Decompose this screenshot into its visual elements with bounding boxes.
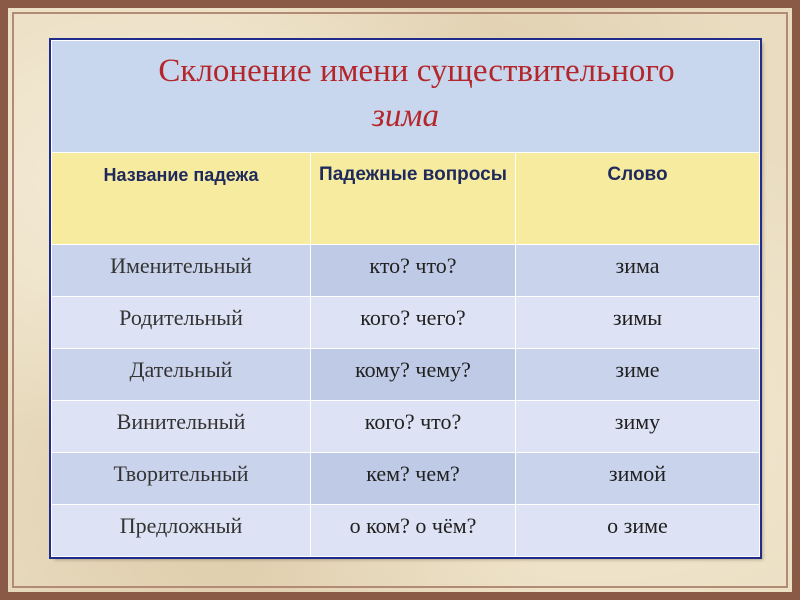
- header-case-name: Название падежа: [52, 153, 311, 245]
- case-name-cell: Именительный: [52, 245, 311, 297]
- table-row: [52, 349, 760, 401]
- case-name-cell: Дательный: [52, 349, 311, 401]
- table-row: [52, 401, 760, 453]
- table-title-word: зима: [372, 98, 439, 134]
- table-row: [52, 297, 760, 349]
- header-case-questions: Падежные вопросы: [311, 153, 516, 245]
- table-title: Склонение имени существительного: [158, 53, 675, 89]
- case-questions-cell: кого? чего?: [311, 297, 516, 349]
- declension-table: [51, 40, 760, 557]
- case-questions-cell: кем? чем?: [311, 453, 516, 505]
- case-questions-cell: кого? что?: [311, 401, 516, 453]
- case-name-cell: Предложный: [52, 505, 311, 557]
- word-form-cell: о зиме: [516, 505, 760, 557]
- word-form-cell: зиму: [516, 401, 760, 453]
- case-name-cell: Родительный: [52, 297, 311, 349]
- case-name-cell: Творительный: [52, 453, 311, 505]
- word-form-cell: зимой: [516, 453, 760, 505]
- word-form-cell: зимы: [516, 297, 760, 349]
- title-cell: [52, 41, 760, 153]
- table-row: [52, 453, 760, 505]
- table-row: [52, 505, 760, 557]
- case-questions-cell: кто? что?: [311, 245, 516, 297]
- case-questions-cell: о ком? о чём?: [311, 505, 516, 557]
- word-form-cell: зиме: [516, 349, 760, 401]
- table-row: [52, 245, 760, 297]
- case-questions-cell: кому? чему?: [311, 349, 516, 401]
- word-form-cell: зима: [516, 245, 760, 297]
- header-row: [52, 153, 760, 245]
- case-name-cell: Винительный: [52, 401, 311, 453]
- title-row: [52, 41, 760, 153]
- header-word: Слово: [516, 153, 760, 245]
